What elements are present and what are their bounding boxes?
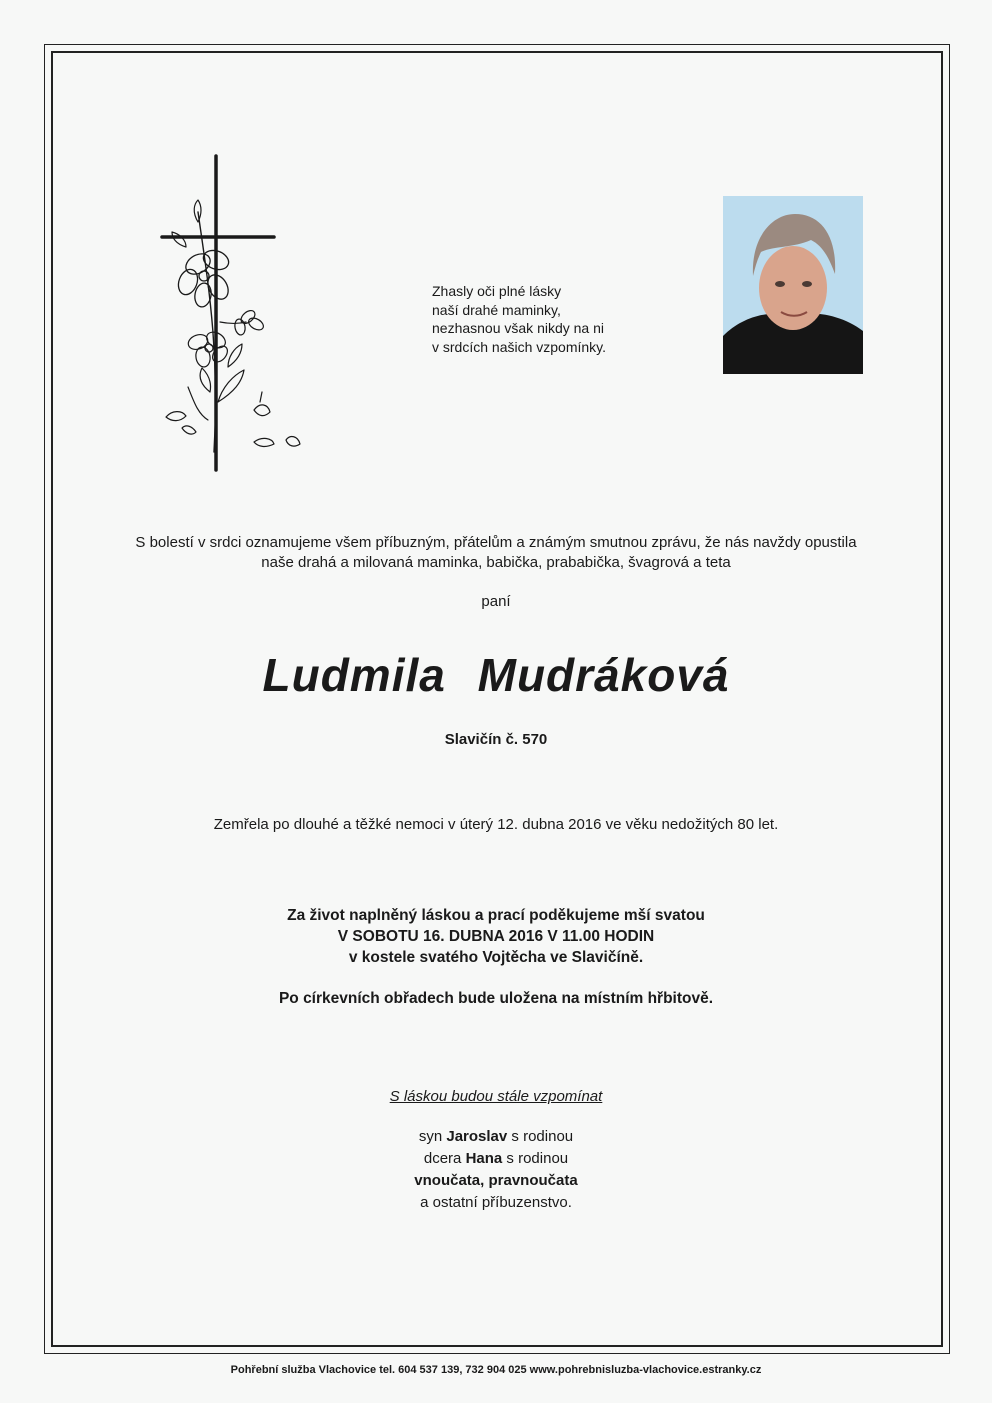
intro-line: S bolestí v srdci oznamujeme všem příbuzným, přátelům a známým smutnou zprávu, že nás navždy opustila: [135, 534, 857, 551]
funeral-date: V SOBOTU 16. DUBNA 2016 V 11.00 HODIN: [337, 928, 655, 945]
honorific: paní: [481, 593, 511, 610]
motto-line: naší drahé maminky,: [432, 301, 561, 318]
death-notice: Zemřela po dlouhé a těžké nemoci v úterý 12. dubna 2016 ve věku nedožitých 80 let.: [213, 816, 779, 833]
motto-line: nezhasnou však nikdy na ni: [432, 320, 604, 336]
remembrance-heading: S láskou budou stále vzpomínat: [389, 1088, 603, 1105]
mourner-grandchildren: vnoučata, pravnoučata: [414, 1172, 578, 1189]
announcement-intro: [0, 533, 992, 573]
mourners-list: [0, 1126, 992, 1214]
burial-info: Po církevních obřadech bude uložena na místním hřbitově.: [278, 990, 714, 1007]
funeral-info: [0, 905, 992, 968]
mourner-daughter: dcera Hana s rodinou: [423, 1150, 569, 1167]
portrait-photo: [723, 196, 863, 374]
mourner-son: syn Jaroslav s rodinou: [418, 1128, 574, 1145]
motto-line: v srdcích našich vzpomínky.: [432, 338, 607, 355]
cross-with-flowers-icon: [158, 152, 318, 474]
motto-line: Zhasly oči plné lásky: [432, 283, 562, 299]
mourner-relatives: a ostatní příbuzenstvo.: [420, 1194, 572, 1211]
funeral-service-footer: Pohřební služba Vlachovice tel. 604 537 139, 732 904 025 www.pohrebnisluzba-vlachovice.estranky.cz: [230, 1364, 762, 1376]
funeral-place: v kostele svatého Vojtěcha ve Slavičíně.: [348, 949, 644, 966]
deceased-name: Ludmila Mudráková: [262, 649, 730, 701]
intro-line: naše drahá a milovaná maminka, babička, prababička, švagrová a teta: [261, 554, 731, 571]
motto-verse: [432, 282, 652, 356]
funeral-line: Za život naplněný láskou a prací poděkujeme mší svatou: [287, 907, 705, 924]
deceased-address: Slavičín č. 570: [444, 731, 548, 748]
